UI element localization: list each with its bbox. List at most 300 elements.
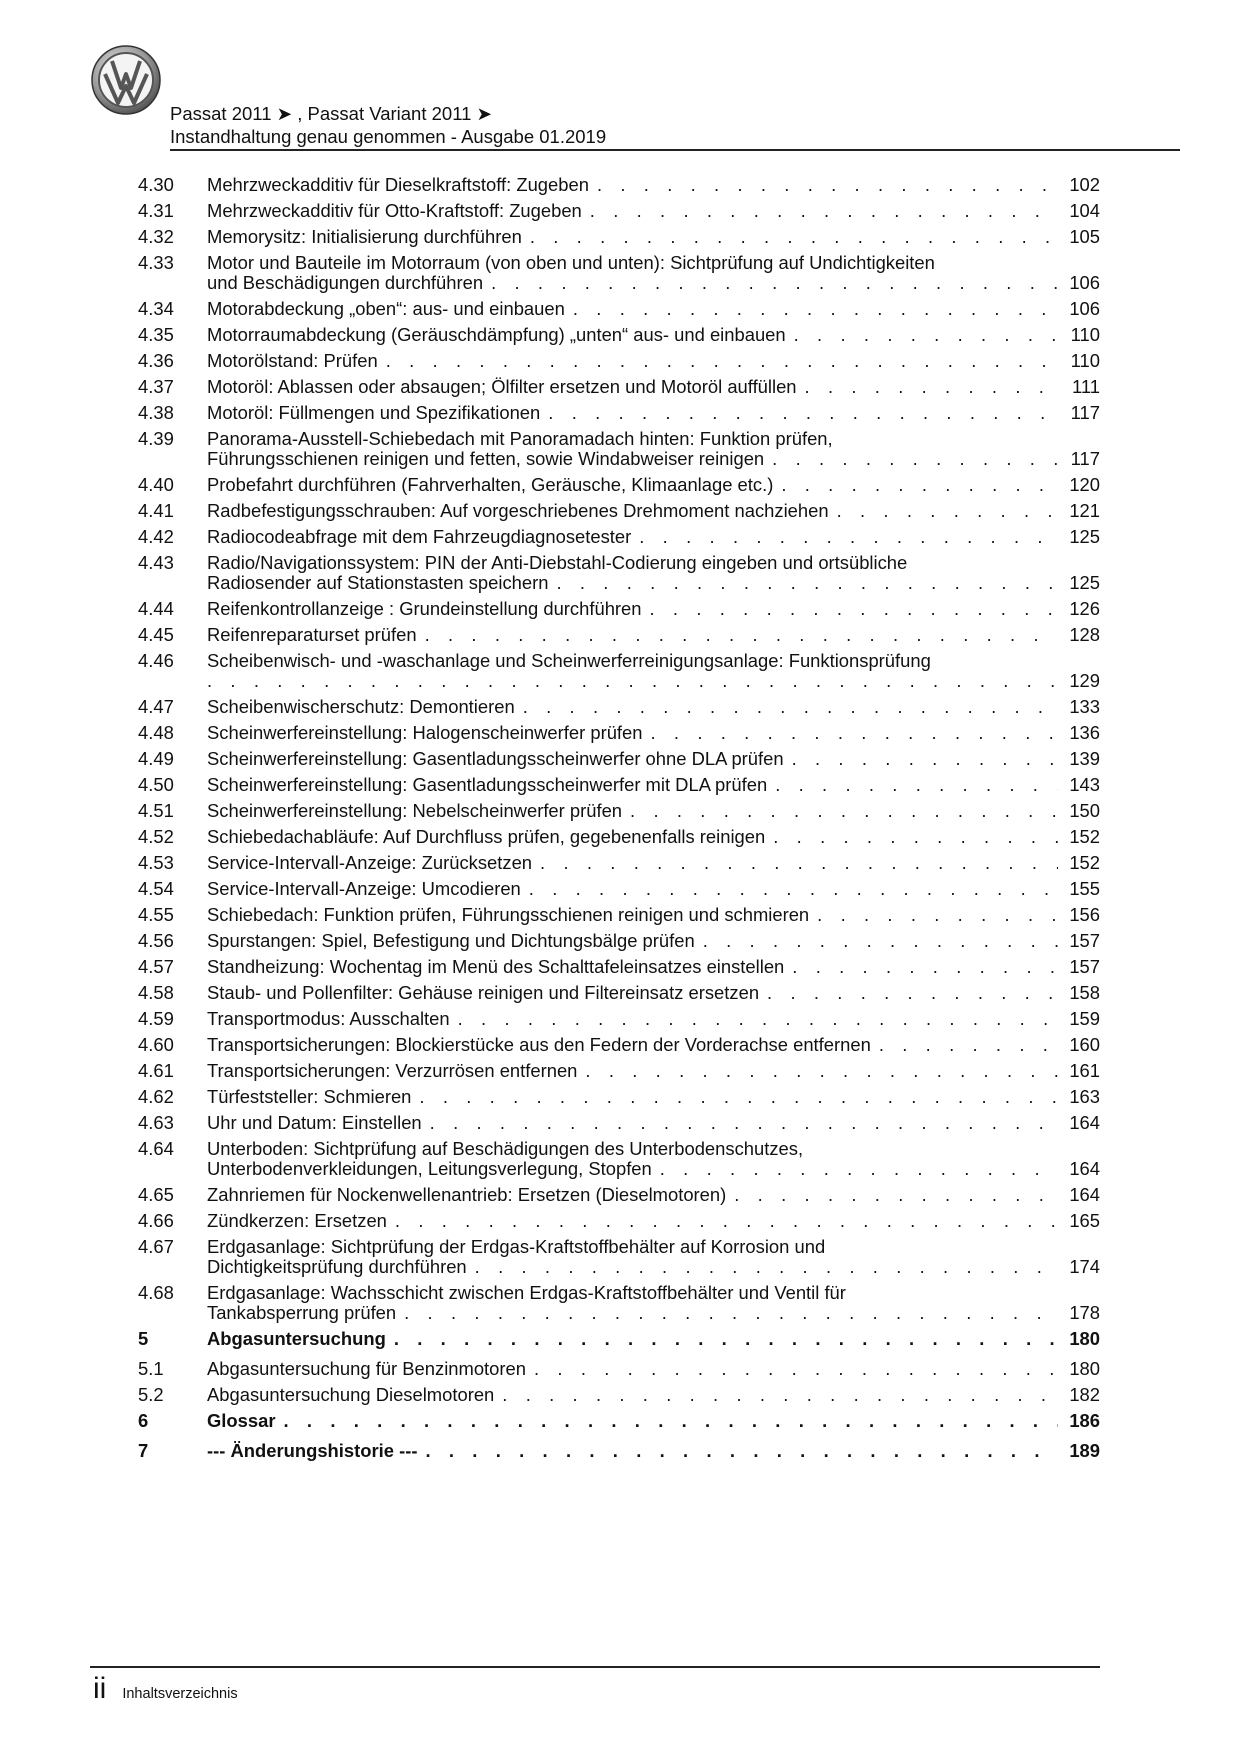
toc-entry-number: 4.54 bbox=[138, 878, 174, 899]
toc-entry-number: 7 bbox=[138, 1440, 149, 1461]
toc-entry-number: 4.39 bbox=[138, 428, 174, 449]
toc-entry-title: Memorysitz: Initialisierung durchführen bbox=[207, 226, 522, 247]
toc-entry-body bbox=[207, 1385, 1100, 1405]
dot-leader bbox=[660, 1159, 1058, 1179]
toc-entry[interactable] bbox=[138, 1139, 1100, 1179]
toc-entry-number: 4.46 bbox=[138, 650, 174, 671]
dot-leader bbox=[792, 749, 1058, 769]
toc-entry-page: 136 bbox=[1069, 722, 1100, 743]
dot-leader bbox=[573, 299, 1058, 319]
toc-entry-page: 157 bbox=[1069, 930, 1100, 951]
toc-entry-page: 165 bbox=[1069, 1210, 1100, 1231]
toc-entry[interactable] bbox=[138, 775, 1100, 795]
toc-entry-body bbox=[207, 801, 1100, 821]
page-number: ii bbox=[93, 1672, 107, 1705]
toc-entry-page: 128 bbox=[1069, 624, 1100, 645]
toc-entry-body bbox=[207, 983, 1100, 1003]
dot-leader bbox=[207, 671, 1058, 691]
toc-entry-number: 4.65 bbox=[138, 1184, 174, 1205]
toc-entry-title: Motorölstand: Prüfen bbox=[207, 350, 378, 371]
toc-entry[interactable] bbox=[138, 527, 1100, 547]
toc-entry[interactable] bbox=[138, 905, 1100, 925]
toc-entry-row bbox=[207, 775, 1100, 795]
toc-entry[interactable] bbox=[138, 1009, 1100, 1029]
dot-leader bbox=[630, 801, 1058, 821]
toc-entry-title: Schiebedachabläufe: Auf Durchfluss prüfen, gegebenenfalls reinigen bbox=[207, 826, 766, 847]
dot-leader bbox=[404, 1303, 1058, 1323]
toc-entry[interactable] bbox=[138, 853, 1100, 873]
toc-entry[interactable] bbox=[138, 1113, 1100, 1133]
toc-entry-body bbox=[207, 1329, 1100, 1349]
toc-entry-number: 4.38 bbox=[138, 402, 174, 423]
toc-entry[interactable] bbox=[138, 1411, 1100, 1431]
toc-entry-row bbox=[207, 749, 1100, 769]
toc-entry-row bbox=[207, 1359, 1100, 1379]
toc-entry-page: 159 bbox=[1069, 1008, 1100, 1029]
toc-entry-body bbox=[207, 1359, 1100, 1379]
table-of-contents bbox=[138, 175, 1100, 1471]
toc-entry[interactable] bbox=[138, 879, 1100, 899]
toc-entry-number: 5.1 bbox=[138, 1358, 164, 1379]
toc-entry-row bbox=[207, 1441, 1100, 1461]
toc-entry[interactable] bbox=[138, 403, 1100, 423]
toc-entry-body bbox=[207, 879, 1100, 899]
toc-entry-page: 126 bbox=[1069, 598, 1100, 619]
dot-leader bbox=[458, 1009, 1058, 1029]
toc-entry[interactable] bbox=[138, 501, 1100, 521]
dot-leader bbox=[805, 377, 1058, 397]
toc-entry-number: 4.30 bbox=[138, 174, 174, 195]
dot-leader bbox=[772, 449, 1058, 469]
toc-entry-title: Abgasuntersuchung für Benzinmotoren bbox=[207, 1358, 526, 1379]
toc-entry-body bbox=[207, 1185, 1100, 1205]
toc-entry[interactable] bbox=[138, 253, 1100, 293]
dot-leader bbox=[491, 273, 1058, 293]
toc-entry-row bbox=[207, 1087, 1100, 1107]
toc-entry-row bbox=[207, 1035, 1100, 1055]
toc-entry-row bbox=[207, 983, 1100, 1003]
toc-entry-title: Service-Intervall-Anzeige: Umcodieren bbox=[207, 878, 521, 899]
toc-entry-title: Probefahrt durchführen (Fahrverhalten, Geräusche, Klimaanlage etc.) bbox=[207, 474, 774, 495]
toc-entry-body bbox=[207, 651, 1100, 691]
toc-entry-body bbox=[207, 827, 1100, 847]
toc-entry-row bbox=[207, 625, 1100, 645]
toc-entry-page: 156 bbox=[1069, 904, 1100, 925]
toc-entry-page: 133 bbox=[1069, 696, 1100, 717]
toc-entry-body bbox=[207, 325, 1100, 345]
toc-entry-body bbox=[207, 1441, 1100, 1461]
toc-entry-number: 4.51 bbox=[138, 800, 174, 821]
toc-entry-body bbox=[207, 625, 1100, 645]
toc-entry[interactable] bbox=[138, 1211, 1100, 1231]
toc-entry-body bbox=[207, 1061, 1100, 1081]
toc-entry-page: 182 bbox=[1069, 1384, 1100, 1405]
toc-entry-body bbox=[207, 697, 1100, 717]
toc-entry-page: 152 bbox=[1069, 852, 1100, 873]
toc-entry-page: 121 bbox=[1069, 500, 1100, 521]
dot-leader bbox=[534, 1359, 1058, 1379]
dot-leader bbox=[639, 527, 1058, 547]
toc-entry[interactable] bbox=[138, 697, 1100, 717]
toc-entry-page: 105 bbox=[1069, 226, 1100, 247]
toc-entry-title: Spurstangen: Spiel, Befestigung und Dichtungsbälge prüfen bbox=[207, 930, 695, 951]
toc-entry[interactable] bbox=[138, 299, 1100, 319]
toc-entry-title: Radiosender auf Stationstasten speichern bbox=[207, 572, 549, 593]
toc-entry-row bbox=[207, 905, 1100, 925]
toc-entry-row bbox=[207, 931, 1100, 951]
toc-entry[interactable] bbox=[138, 827, 1100, 847]
toc-entry-title: Scheibenwischerschutz: Demontieren bbox=[207, 696, 515, 717]
toc-entry-title: Glossar bbox=[207, 1410, 276, 1431]
toc-entry-number: 4.45 bbox=[138, 624, 174, 645]
dot-leader bbox=[540, 853, 1058, 873]
toc-entry-page: 174 bbox=[1069, 1256, 1100, 1277]
dot-leader bbox=[394, 1329, 1058, 1349]
footer-divider bbox=[90, 1666, 1100, 1668]
toc-entry[interactable] bbox=[138, 1237, 1100, 1277]
dot-leader bbox=[650, 599, 1059, 619]
toc-entry-row bbox=[207, 957, 1100, 977]
toc-entry[interactable] bbox=[138, 475, 1100, 495]
toc-entry-body bbox=[207, 253, 1100, 293]
toc-entry-page: 143 bbox=[1069, 774, 1100, 795]
toc-entry-number: 4.34 bbox=[138, 298, 174, 319]
toc-entry[interactable] bbox=[138, 1061, 1100, 1081]
toc-entry-title: Scheinwerfereinstellung: Gasentladungsscheinwerfer mit DLA prüfen bbox=[207, 774, 768, 795]
header-title bbox=[170, 102, 606, 148]
toc-entry-number: 4.68 bbox=[138, 1282, 174, 1303]
toc-entry-number: 4.52 bbox=[138, 826, 174, 847]
toc-entry-title: Standheizung: Wochentag im Menü des Schalttafeleinsatzes einstellen bbox=[207, 956, 785, 977]
toc-entry-row bbox=[207, 1257, 1100, 1277]
toc-entry-row bbox=[207, 1185, 1100, 1205]
toc-entry-title: Staub- und Pollenfilter: Gehäuse reinigen und Filtereinsatz ersetzen bbox=[207, 982, 760, 1003]
dot-leader bbox=[529, 879, 1058, 899]
dot-leader bbox=[879, 1035, 1058, 1055]
toc-entry-row bbox=[207, 1009, 1100, 1029]
toc-entry-body bbox=[207, 749, 1100, 769]
toc-entry-body bbox=[207, 599, 1100, 619]
toc-entry-row bbox=[207, 1159, 1100, 1179]
toc-entry-number: 4.41 bbox=[138, 500, 174, 521]
toc-entry-number: 4.42 bbox=[138, 526, 174, 547]
toc-entry[interactable] bbox=[138, 651, 1100, 691]
toc-entry-body bbox=[207, 931, 1100, 951]
toc-entry-number: 4.32 bbox=[138, 226, 174, 247]
toc-entry-body bbox=[207, 723, 1100, 743]
toc-entry-number: 4.57 bbox=[138, 956, 174, 977]
toc-entry[interactable] bbox=[138, 1185, 1100, 1205]
toc-entry-number: 4.37 bbox=[138, 376, 174, 397]
toc-entry-title: Tankabsperrung prüfen bbox=[207, 1302, 397, 1323]
dot-leader bbox=[837, 501, 1058, 521]
toc-entry-number: 4.56 bbox=[138, 930, 174, 951]
toc-entry-body bbox=[207, 429, 1100, 469]
toc-entry-number: 4.67 bbox=[138, 1236, 174, 1257]
toc-entry-number: 4.43 bbox=[138, 552, 174, 573]
toc-entry-title: Scheinwerfereinstellung: Halogenscheinwerfer prüfen bbox=[207, 722, 643, 743]
toc-entry-title: Motoröl: Ablassen oder absaugen; Ölfilter ersetzen und Motoröl auffüllen bbox=[207, 376, 797, 397]
toc-entry-number: 5 bbox=[138, 1328, 149, 1349]
toc-entry[interactable] bbox=[138, 175, 1100, 195]
dot-leader bbox=[556, 573, 1058, 593]
toc-entry[interactable] bbox=[138, 599, 1100, 619]
toc-entry-row bbox=[207, 403, 1100, 423]
toc-entry-number: 4.63 bbox=[138, 1112, 174, 1133]
toc-entry-title: Motoröl: Füllmengen und Spezifikationen bbox=[207, 402, 541, 423]
toc-entry[interactable] bbox=[138, 1359, 1100, 1379]
dot-leader bbox=[590, 201, 1058, 221]
dot-leader bbox=[530, 227, 1058, 247]
toc-entry-body bbox=[207, 957, 1100, 977]
toc-entry-title: Dichtigkeitsprüfung durchführen bbox=[207, 1256, 467, 1277]
toc-entry-number: 4.36 bbox=[138, 350, 174, 371]
toc-entry-row bbox=[207, 1061, 1100, 1081]
toc-entry-title: Abgasuntersuchung bbox=[207, 1328, 386, 1349]
toc-entry-number: 4.50 bbox=[138, 774, 174, 795]
toc-entry-number: 6 bbox=[138, 1410, 149, 1431]
toc-entry[interactable] bbox=[138, 723, 1100, 743]
toc-entry-row bbox=[207, 599, 1100, 619]
toc-entry-body bbox=[207, 403, 1100, 423]
toc-entry-body bbox=[207, 299, 1100, 319]
toc-entry-body bbox=[207, 1139, 1100, 1179]
toc-entry-row bbox=[207, 1113, 1100, 1133]
toc-entry-row bbox=[207, 377, 1100, 397]
toc-entry[interactable] bbox=[138, 201, 1100, 221]
toc-entry-row bbox=[207, 1211, 1100, 1231]
toc-entry-row bbox=[207, 501, 1100, 521]
toc-entry-page: 150 bbox=[1069, 800, 1100, 821]
toc-entry-title: Motorabdeckung „oben“: aus- und einbauen bbox=[207, 298, 565, 319]
toc-entry-row bbox=[207, 723, 1100, 743]
toc-entry-title: Transportsicherungen: Verzurrösen entfernen bbox=[207, 1060, 578, 1081]
header-divider bbox=[170, 149, 1180, 151]
vw-logo bbox=[90, 44, 162, 116]
toc-entry-row bbox=[207, 299, 1100, 319]
toc-entry-row bbox=[207, 227, 1100, 247]
toc-entry-number: 4.64 bbox=[138, 1138, 174, 1159]
toc-entry-page: 164 bbox=[1069, 1184, 1100, 1205]
toc-entry-title: Türfeststeller: Schmieren bbox=[207, 1086, 412, 1107]
toc-entry-row bbox=[207, 853, 1100, 873]
toc-entry-number: 4.66 bbox=[138, 1210, 174, 1231]
dot-leader bbox=[794, 325, 1058, 345]
toc-entry-page: 110 bbox=[1070, 324, 1100, 345]
dot-leader bbox=[767, 983, 1058, 1003]
toc-entry-row bbox=[207, 1329, 1100, 1349]
toc-entry[interactable] bbox=[138, 983, 1100, 1003]
header-edition-line: Instandhaltung genau genommen - Ausgabe 01.2019 bbox=[170, 126, 607, 147]
dot-leader bbox=[419, 1087, 1058, 1107]
toc-entry-title: Mehrzweckadditiv für Dieselkraftstoff: Zugeben bbox=[207, 174, 589, 195]
toc-entry-row bbox=[207, 1385, 1100, 1405]
dot-leader bbox=[523, 697, 1058, 717]
toc-entry-page: 104 bbox=[1069, 200, 1100, 221]
dot-leader bbox=[395, 1211, 1058, 1231]
toc-entry-page: 111 bbox=[1072, 376, 1100, 397]
dot-leader bbox=[585, 1061, 1058, 1081]
toc-entry-title: Radiocodeabfrage mit dem Fahrzeugdiagnosetester bbox=[207, 526, 632, 547]
toc-entry-body bbox=[207, 1035, 1100, 1055]
toc-entry-row bbox=[207, 175, 1100, 195]
toc-entry-title: Uhr und Datum: Einstellen bbox=[207, 1112, 422, 1133]
toc-entry-row bbox=[207, 351, 1100, 371]
toc-entry-body bbox=[207, 351, 1100, 371]
toc-entry-row bbox=[207, 801, 1100, 821]
toc-entry-body bbox=[207, 1237, 1100, 1277]
toc-entry-row bbox=[207, 827, 1100, 847]
toc-entry-title: Scheinwerfereinstellung: Nebelscheinwerfer prüfen bbox=[207, 800, 623, 821]
dot-leader bbox=[792, 957, 1058, 977]
dot-leader bbox=[775, 775, 1058, 795]
toc-entry[interactable] bbox=[138, 351, 1100, 371]
page-header bbox=[90, 44, 1100, 150]
dot-leader bbox=[651, 723, 1059, 743]
toc-entry-title: Service-Intervall-Anzeige: Zurücksetzen bbox=[207, 852, 533, 873]
toc-entry-page: 186 bbox=[1069, 1410, 1100, 1431]
toc-entry-body bbox=[207, 201, 1100, 221]
dot-leader bbox=[386, 351, 1058, 371]
toc-entry-title-line: Radio/Navigationssystem: PIN der Anti-Diebstahl-Codierung eingeben und ortsübliche bbox=[207, 552, 908, 573]
header-model-line: Passat 2011 ➤ , Passat Variant 2011 ➤ bbox=[170, 103, 493, 124]
toc-entry-number: 4.55 bbox=[138, 904, 174, 925]
toc-entry-title: Motorraumabdeckung (Geräuschdämpfung) „unten“ aus- und einbauen bbox=[207, 324, 786, 345]
toc-entry-page: 102 bbox=[1069, 174, 1100, 195]
toc-entry-page: 157 bbox=[1069, 956, 1100, 977]
toc-entry-title: Scheinwerfereinstellung: Gasentladungsscheinwerfer ohne DLA prüfen bbox=[207, 748, 784, 769]
toc-entry-body bbox=[207, 1211, 1100, 1231]
dot-leader bbox=[425, 1441, 1058, 1461]
dot-leader bbox=[703, 931, 1058, 951]
toc-entry[interactable] bbox=[138, 625, 1100, 645]
toc-entry-row bbox=[207, 449, 1100, 469]
toc-entry-row bbox=[207, 1411, 1100, 1431]
toc-entry[interactable] bbox=[138, 957, 1100, 977]
toc-entry-page: 125 bbox=[1069, 572, 1100, 593]
toc-entry[interactable] bbox=[138, 1329, 1100, 1349]
dot-leader bbox=[734, 1185, 1058, 1205]
toc-entry-page: 180 bbox=[1069, 1358, 1100, 1379]
toc-entry-page: 125 bbox=[1069, 526, 1100, 547]
toc-entry-row bbox=[207, 573, 1100, 593]
toc-entry-body bbox=[207, 227, 1100, 247]
toc-entry-row bbox=[207, 201, 1100, 221]
toc-entry-number: 4.60 bbox=[138, 1034, 174, 1055]
toc-entry[interactable] bbox=[138, 1035, 1100, 1055]
toc-entry-row bbox=[207, 697, 1100, 717]
toc-entry[interactable] bbox=[138, 377, 1100, 397]
toc-entry-row bbox=[207, 475, 1100, 495]
toc-entry[interactable] bbox=[138, 227, 1100, 247]
toc-entry-page: 189 bbox=[1069, 1440, 1100, 1461]
dot-leader bbox=[425, 625, 1058, 645]
toc-entry-title: Mehrzweckadditiv für Otto-Kraftstoff: Zugeben bbox=[207, 200, 582, 221]
toc-entry-title-line: Erdgasanlage: Wachsschicht zwischen Erdgas-Kraftstoffbehälter und Ventil für bbox=[207, 1282, 846, 1303]
toc-entry-body bbox=[207, 501, 1100, 521]
toc-entry-page: 129 bbox=[1069, 670, 1100, 691]
toc-entry-number: 4.48 bbox=[138, 722, 174, 743]
toc-entry-title-line: Motor und Bauteile im Motorraum (von oben und unten): Sichtprüfung auf Undichtigkeiten bbox=[207, 252, 935, 273]
toc-entry-page: 160 bbox=[1069, 1034, 1100, 1055]
toc-entry[interactable] bbox=[138, 429, 1100, 469]
toc-entry[interactable] bbox=[138, 1087, 1100, 1107]
toc-entry[interactable] bbox=[138, 801, 1100, 821]
toc-entry-number: 4.61 bbox=[138, 1060, 174, 1081]
toc-entry-body bbox=[207, 553, 1100, 593]
toc-entry-title: Reifenkontrollanzeige : Grundeinstellung durchführen bbox=[207, 598, 642, 619]
toc-entry-body bbox=[207, 853, 1100, 873]
toc-entry-number: 4.44 bbox=[138, 598, 174, 619]
toc-entry[interactable] bbox=[138, 325, 1100, 345]
toc-entry-body bbox=[207, 905, 1100, 925]
toc-entry-page: 117 bbox=[1070, 402, 1100, 423]
toc-entry[interactable] bbox=[138, 1441, 1100, 1461]
toc-entry[interactable] bbox=[138, 931, 1100, 951]
toc-entry-title: und Beschädigungen durchführen bbox=[207, 272, 484, 293]
toc-entry-page: 110 bbox=[1070, 350, 1100, 371]
toc-entry-title: Reifenreparaturset prüfen bbox=[207, 624, 417, 645]
toc-entry-title: Zahnriemen für Nockenwellenantrieb: Ersetzen (Dieselmotoren) bbox=[207, 1184, 727, 1205]
toc-entry-number: 4.58 bbox=[138, 982, 174, 1003]
toc-entry-number: 4.31 bbox=[138, 200, 174, 221]
toc-entry-number: 4.35 bbox=[138, 324, 174, 345]
toc-entry-title: Führungsschienen reinigen und fetten, sowie Windabweiser reinigen bbox=[207, 448, 765, 469]
toc-entry[interactable] bbox=[138, 1283, 1100, 1323]
toc-entry-number: 5.2 bbox=[138, 1384, 164, 1405]
dot-leader bbox=[597, 175, 1058, 195]
dot-leader bbox=[502, 1385, 1058, 1405]
toc-entry[interactable] bbox=[138, 553, 1100, 593]
toc-entry-title: Zündkerzen: Ersetzen bbox=[207, 1210, 387, 1231]
toc-entry-title: --- Änderungshistorie --- bbox=[207, 1440, 418, 1461]
toc-entry-title: Unterbodenverkleidungen, Leitungsverlegung, Stopfen bbox=[207, 1158, 652, 1179]
toc-entry-number: 4.59 bbox=[138, 1008, 174, 1029]
toc-entry-page: 139 bbox=[1069, 748, 1100, 769]
toc-entry-title: Transportsicherungen: Blockierstücke aus den Federn der Vorderachse entfernen bbox=[207, 1034, 871, 1055]
toc-entry-page: 158 bbox=[1069, 982, 1100, 1003]
toc-entry-page: 106 bbox=[1069, 272, 1100, 293]
toc-entry-number: 4.33 bbox=[138, 252, 174, 273]
toc-entry[interactable] bbox=[138, 1385, 1100, 1405]
toc-entry-title: Radbefestigungsschrauben: Auf vorgeschriebenes Drehmoment nachziehen bbox=[207, 500, 829, 521]
toc-entry-row bbox=[207, 1303, 1100, 1323]
toc-entry-number: 4.53 bbox=[138, 852, 174, 873]
toc-entry-body bbox=[207, 527, 1100, 547]
toc-entry-number: 4.47 bbox=[138, 696, 174, 717]
toc-entry-row bbox=[207, 273, 1100, 293]
toc-entry[interactable] bbox=[138, 749, 1100, 769]
toc-entry-body bbox=[207, 377, 1100, 397]
toc-entry-page: 120 bbox=[1069, 474, 1100, 495]
page-footer bbox=[93, 1672, 238, 1706]
toc-entry-body bbox=[207, 1087, 1100, 1107]
toc-entry-number: 4.49 bbox=[138, 748, 174, 769]
toc-entry-body bbox=[207, 775, 1100, 795]
toc-entry-page: 178 bbox=[1069, 1302, 1100, 1323]
toc-entry-body bbox=[207, 475, 1100, 495]
toc-entry-body bbox=[207, 1113, 1100, 1133]
toc-entry-row bbox=[207, 527, 1100, 547]
toc-entry-page: 164 bbox=[1069, 1158, 1100, 1179]
dot-leader bbox=[475, 1257, 1058, 1277]
toc-entry-title: Schiebedach: Funktion prüfen, Führungsschienen reinigen und schmieren bbox=[207, 904, 810, 925]
toc-entry-title: Abgasuntersuchung Dieselmotoren bbox=[207, 1384, 495, 1405]
toc-entry-body bbox=[207, 1411, 1100, 1431]
toc-entry-page: 180 bbox=[1069, 1328, 1100, 1349]
toc-entry-title-line: Panorama-Ausstell-Schiebedach mit Panoramadach hinten: Funktion prüfen, bbox=[207, 428, 833, 449]
toc-entry-page: 155 bbox=[1069, 878, 1100, 899]
